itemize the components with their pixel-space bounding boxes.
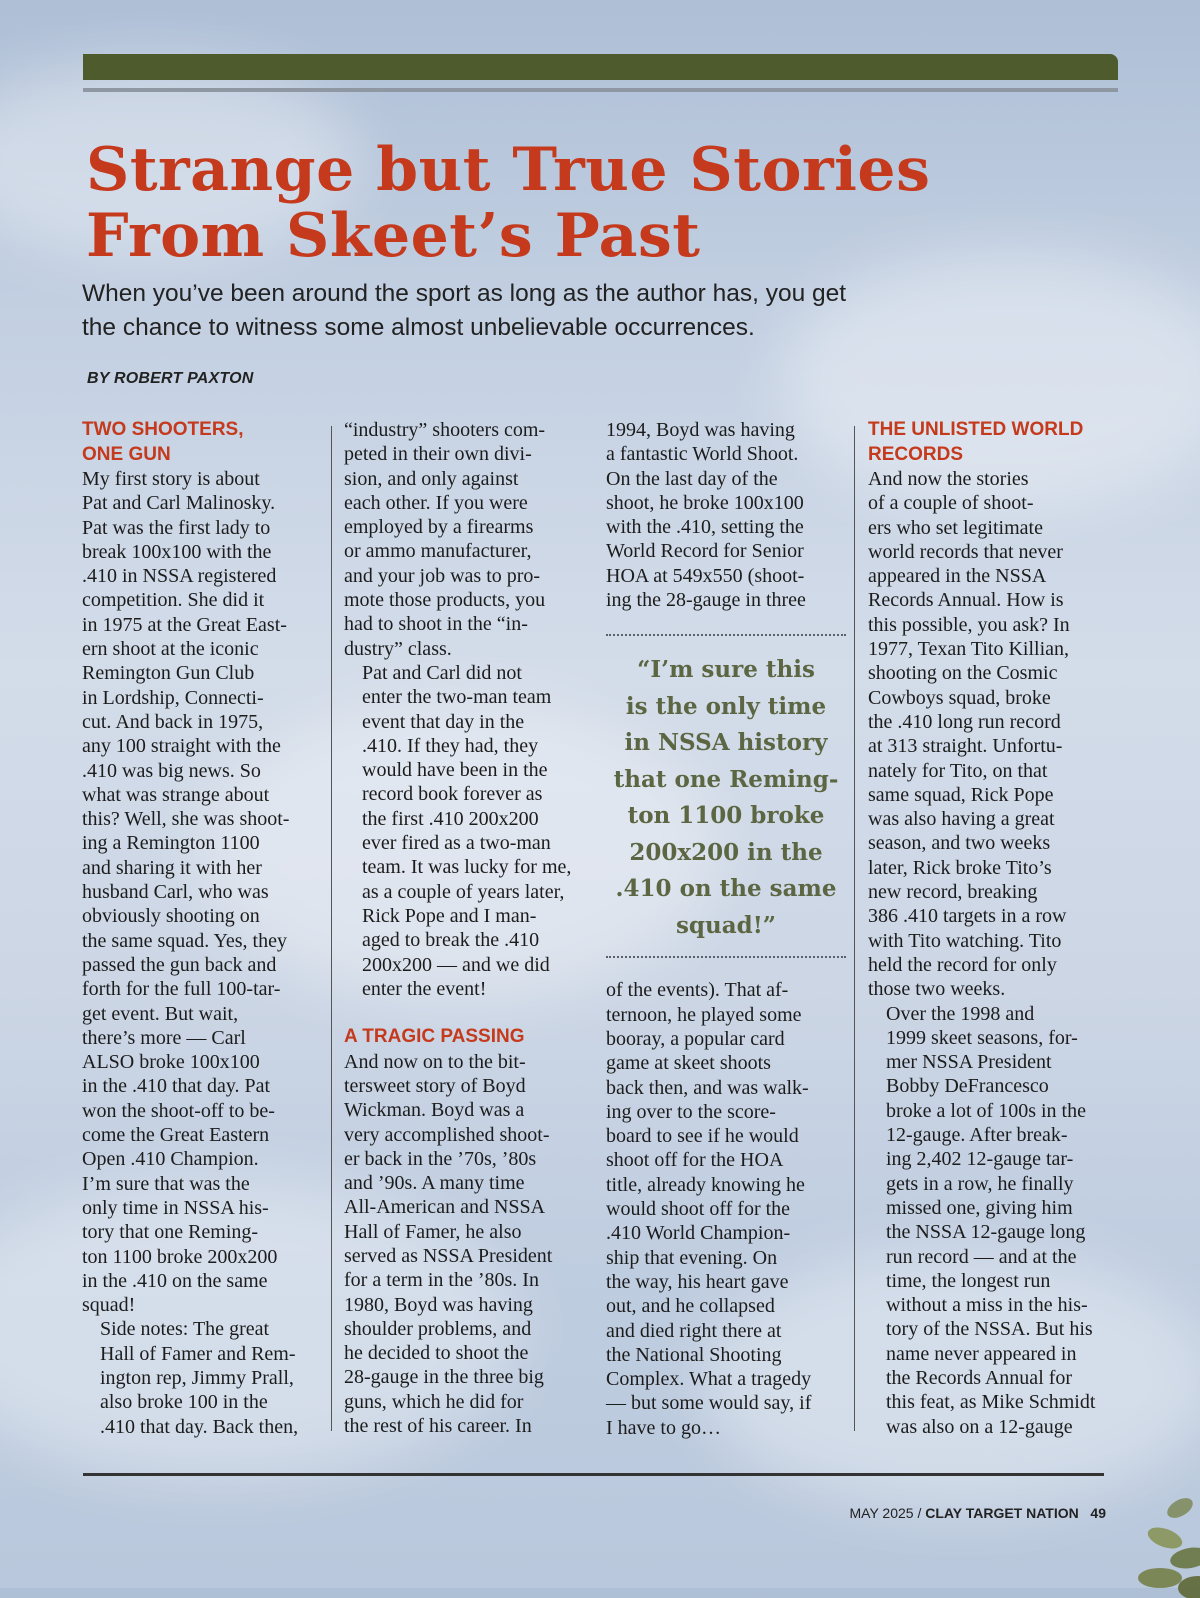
magazine-name: CLAY TARGET NATION <box>925 1505 1079 1521</box>
deck-line: When you’ve been around the sport as long as the author has, you get <box>82 280 847 307</box>
text-line: with Tito watching. Tito <box>868 929 1062 952</box>
pull-quote <box>606 652 846 944</box>
text-line: those two weeks. <box>868 978 1006 1001</box>
text-line: the .410 long run record <box>868 710 1061 733</box>
text-line: — but some would say, if <box>606 1392 812 1415</box>
text-line: only time in NSSA his- <box>82 1196 269 1219</box>
text-line: at 313 straight. Unfortu- <box>868 735 1063 758</box>
text-line: run record — and at the <box>886 1245 1077 1268</box>
deck-line: the chance to witness some almost unbelievable occurrences. <box>82 314 755 341</box>
text-line: would have been in the <box>362 759 548 782</box>
paragraph <box>344 661 588 1001</box>
text-line: husband Carl, who was <box>82 881 269 904</box>
text-line: same squad, Rick Pope <box>868 783 1054 806</box>
text-line: of a couple of shoot- <box>868 492 1034 515</box>
page-footer <box>849 1505 1106 1521</box>
text-line: 1977, Texan Tito Killian, <box>868 638 1070 661</box>
text-line: the way, his heart gave <box>606 1270 789 1293</box>
text-line: squad!” <box>675 911 777 939</box>
text-line: guns, which he did for <box>344 1390 524 1413</box>
column-rule <box>854 426 855 1431</box>
paragraph <box>606 418 846 612</box>
title-line: Strange but True Stories <box>86 135 931 205</box>
text-line: Open .410 Champion. <box>82 1148 259 1171</box>
article-deck <box>82 277 882 345</box>
text-line: competition. She did it <box>82 589 265 612</box>
text-line: ers who set legitimate <box>868 516 1043 539</box>
text-line: the first .410 200x200 <box>362 807 539 830</box>
section-heading <box>344 1025 588 1050</box>
text-line: that one Reming- <box>613 765 839 793</box>
text-line: each other. If you were <box>344 491 528 514</box>
text-line: held the record for only <box>868 953 1057 976</box>
text-line: gets in a row, he finally <box>886 1172 1074 1195</box>
paragraph <box>344 1050 588 1439</box>
text-line: record book forever as <box>362 783 543 806</box>
text-line: .410 on the same <box>615 875 837 903</box>
text-line: All-American and NSSA <box>344 1196 546 1219</box>
text-line: season, and two weeks <box>868 832 1051 855</box>
text-line: as a couple of years later, <box>362 880 565 903</box>
text-line: in NSSA history <box>624 729 828 757</box>
text-line: Hall of Famer and Rem- <box>100 1342 296 1365</box>
text-line: Side notes: The great <box>100 1318 270 1341</box>
text-line: 200x200 — and we did <box>362 953 550 976</box>
column-1 <box>82 418 322 1439</box>
text-line: ton 1100 broke <box>627 802 825 830</box>
text-line: And now on to the bit- <box>344 1050 526 1073</box>
text-line: My first story is about <box>82 468 260 490</box>
text-line: event that day in the <box>362 710 525 733</box>
text-line: there’s more — Carl <box>82 1026 246 1049</box>
text-line: ALSO broke 100x100 <box>82 1051 260 1074</box>
text-line: any 100 straight with the <box>82 735 281 758</box>
text-line: was also on a 12-gauge <box>886 1415 1073 1438</box>
heading-line: THE UNLISTED WORLD <box>868 419 1084 440</box>
text-line: had to shoot in the “in- <box>344 613 528 636</box>
text-line: employed by a firearms <box>344 516 534 539</box>
text-line: tersweet story of Boyd <box>344 1074 526 1097</box>
text-line: ship that evening. On <box>606 1246 778 1269</box>
section-heading <box>868 418 1108 467</box>
text-line: Rick Pope and I man- <box>362 904 537 927</box>
text-line: 386 .410 targets in a row <box>868 905 1067 928</box>
text-line: of the events). That af- <box>606 979 789 1002</box>
text-line: cut. And back in 1975, <box>82 710 264 733</box>
text-line: appeared in the NSSA <box>868 565 1047 588</box>
text-line: Complex. What a tragedy <box>606 1368 812 1391</box>
text-line: won the shoot-off to be- <box>82 1099 275 1122</box>
column-3 <box>606 418 846 1440</box>
text-line: and sharing it with her <box>82 856 262 879</box>
text-line: ternoon, he played some <box>606 1003 802 1026</box>
text-line: Pat and Carl did not <box>362 661 522 684</box>
text-line: .410 that day. Back then, <box>100 1415 299 1438</box>
text-line: Hall of Famer, he also <box>344 1220 522 1243</box>
folio-separator: / <box>913 1505 926 1521</box>
paragraph <box>344 418 588 661</box>
text-line: get event. But wait, <box>82 1002 239 1025</box>
text-line: shooting on the Cosmic <box>868 662 1058 685</box>
paragraph <box>868 1002 1108 1439</box>
text-line: “I’m sure this <box>637 656 815 684</box>
text-line: Records Annual. How is <box>868 589 1064 612</box>
text-line: was also having a great <box>868 808 1055 831</box>
article-title <box>86 137 1086 269</box>
paragraph <box>82 1317 322 1438</box>
text-line: board to see if he would <box>606 1125 799 1148</box>
text-line: this feat, as Mike Schmidt <box>886 1391 1096 1414</box>
text-line: a fantastic World Shoot. <box>606 443 799 466</box>
text-line: ington rep, Jimmy Prall, <box>100 1366 294 1389</box>
text-line: ern shoot at the iconic <box>82 638 259 661</box>
column-2 <box>344 418 588 1438</box>
text-line: with the .410, setting the <box>606 516 804 539</box>
text-line: Cowboys squad, broke <box>868 686 1051 709</box>
text-line: and died right there at <box>606 1319 782 1342</box>
text-line: World Record for Senior <box>606 540 804 563</box>
text-line: time, the longest run <box>886 1269 1051 1292</box>
column-rule <box>331 426 332 1431</box>
text-line: the Records Annual for <box>886 1366 1073 1389</box>
text-line: aged to break the .410 <box>362 929 540 952</box>
paragraph <box>868 467 1108 1002</box>
text-line: enter the two-man team <box>362 686 552 709</box>
text-line: ton 1100 broke 200x200 <box>82 1245 278 1268</box>
text-line: peted in their own divi- <box>344 443 532 466</box>
text-line: very accomplished shoot- <box>344 1123 550 1146</box>
text-line: .410 was big news. So <box>82 759 261 782</box>
text-line: in the .410 on the same <box>82 1269 268 1292</box>
text-line: come the Great Eastern <box>82 1124 270 1147</box>
text-line: also broke 100 in the <box>100 1391 268 1414</box>
heading-line: TWO SHOOTERS, <box>82 419 244 440</box>
text-line: new record, breaking <box>868 881 1038 904</box>
text-line: for a term in the ’80s. In <box>344 1269 539 1292</box>
text-line: team. It was lucky for me, <box>362 856 572 879</box>
text-line: forth for the full 100-tar- <box>82 978 281 1001</box>
text-line: Wickman. Boyd was a <box>344 1099 525 1122</box>
text-line: .410 World Champion- <box>606 1222 791 1245</box>
text-line: mote those products, you <box>344 589 546 612</box>
text-line: ever fired as a two-man <box>362 832 551 855</box>
text-line: break 100x100 with the <box>82 540 272 563</box>
text-line: would shoot off for the <box>606 1198 791 1221</box>
text-line: dustry” class. <box>344 637 452 660</box>
paragraph <box>82 467 322 1317</box>
text-line: the same squad. Yes, they <box>82 929 287 952</box>
issue-date: MAY 2025 <box>849 1505 914 1521</box>
text-line: Remington Gun Club <box>82 662 255 685</box>
text-line: .410. If they had, they <box>362 734 539 757</box>
text-line: shoulder problems, and <box>344 1317 532 1340</box>
text-line: nately for Tito, on that <box>868 759 1048 782</box>
text-line: tory of the NSSA. But his <box>886 1318 1093 1341</box>
text-line: this? Well, she was shoot- <box>82 808 290 831</box>
text-line: Pat was the first lady to <box>82 516 271 539</box>
column-4 <box>868 418 1108 1439</box>
text-line: Pat and Carl Malinosky. <box>82 492 276 515</box>
text-line: name never appeared in <box>886 1342 1077 1365</box>
text-line: sion, and only against <box>344 467 519 490</box>
text-line: the NSSA 12-gauge long <box>886 1221 1086 1244</box>
text-line: And now the stories <box>868 468 1029 490</box>
text-line: game at skeet shoots <box>606 1052 771 1075</box>
paragraph <box>606 978 846 1440</box>
text-line: out, and he collapsed <box>606 1295 775 1318</box>
text-line: later, Rick broke Tito’s <box>868 856 1052 879</box>
text-line: obviously shooting on <box>82 905 260 928</box>
text-line: booray, a popular card <box>606 1027 785 1050</box>
text-line: On the last day of the <box>606 467 778 490</box>
text-line: and your job was to pro- <box>344 564 541 587</box>
text-line: .410 in NSSA registered <box>82 565 277 588</box>
page-number: 49 <box>1090 1505 1106 1521</box>
text-line: in Lordship, Connecti- <box>82 686 264 709</box>
text-line: ing 2,402 12-gauge tar- <box>886 1148 1074 1171</box>
text-line: and ’90s. A many time <box>344 1172 525 1195</box>
text-line: Over the 1998 and <box>886 1002 1035 1025</box>
footer-rule <box>83 1473 1104 1476</box>
pull-quote-box <box>606 634 846 958</box>
byline: BY ROBERT PAXTON <box>87 370 254 387</box>
heading-line: ONE GUN <box>82 443 171 465</box>
text-line: in the .410 that day. Pat <box>82 1075 271 1098</box>
text-line: ing over to the score- <box>606 1100 776 1123</box>
text-line: is the only time <box>625 692 827 720</box>
text-line: shoot, he broke 100x100 <box>606 491 804 514</box>
text-line: the National Shooting <box>606 1343 782 1366</box>
text-line: title, already knowing he <box>606 1173 805 1196</box>
text-line: or ammo manufacturer, <box>344 540 532 563</box>
heading-line: A TRAGIC PASSING <box>344 1026 525 1048</box>
text-line: I have to go… <box>606 1416 721 1439</box>
header-rule <box>83 88 1118 92</box>
text-line: ing the 28-gauge in three <box>606 589 806 612</box>
text-line: served as NSSA President <box>344 1245 553 1267</box>
heading-line: RECORDS <box>868 443 964 465</box>
title-line: From Skeet’s Past <box>86 201 701 271</box>
text-line: world records that never <box>868 540 1063 563</box>
text-line: I’m sure that was the <box>82 1172 250 1195</box>
section-heading <box>82 418 322 467</box>
text-line: 1999 skeet seasons, for- <box>886 1026 1078 1049</box>
text-line: the rest of his career. In <box>344 1415 532 1438</box>
text-line: Bobby DeFrancesco <box>886 1075 1049 1098</box>
text-line: without a miss in the his- <box>886 1294 1088 1317</box>
text-line: he decided to shoot the <box>344 1342 529 1365</box>
text-line: tory that one Reming- <box>82 1221 259 1244</box>
text-line: 28-gauge in the three big <box>344 1366 544 1389</box>
text-line: what was strange about <box>82 783 270 806</box>
text-line: 1994, Boyd was having <box>606 419 795 441</box>
text-line: “industry” shooters com- <box>344 419 546 441</box>
text-line: missed one, giving him <box>886 1196 1073 1219</box>
text-line: 1980, Boyd was having <box>344 1293 533 1316</box>
text-line: back then, and was walk- <box>606 1076 809 1099</box>
foliage-decoration <box>1120 1468 1200 1598</box>
text-line: passed the gun back and <box>82 953 277 976</box>
text-line: 200x200 in the <box>629 838 823 866</box>
text-line: HOA at 549x550 (shoot- <box>606 564 805 587</box>
text-line: ing a Remington 1100 <box>82 832 260 855</box>
text-line: mer NSSA President <box>886 1051 1052 1074</box>
text-line: broke a lot of 100s in the <box>886 1099 1086 1122</box>
text-line: squad! <box>82 1294 136 1317</box>
text-line: enter the event! <box>362 977 487 1000</box>
header-color-bar <box>83 54 1118 80</box>
text-line: in 1975 at the Great East- <box>82 613 287 636</box>
text-line: er back in the ’70s, ’80s <box>344 1147 537 1170</box>
text-line: shoot off for the HOA <box>606 1149 784 1172</box>
text-line: 12-gauge. After break- <box>886 1124 1068 1147</box>
text-line: this possible, you ask? In <box>868 613 1070 636</box>
